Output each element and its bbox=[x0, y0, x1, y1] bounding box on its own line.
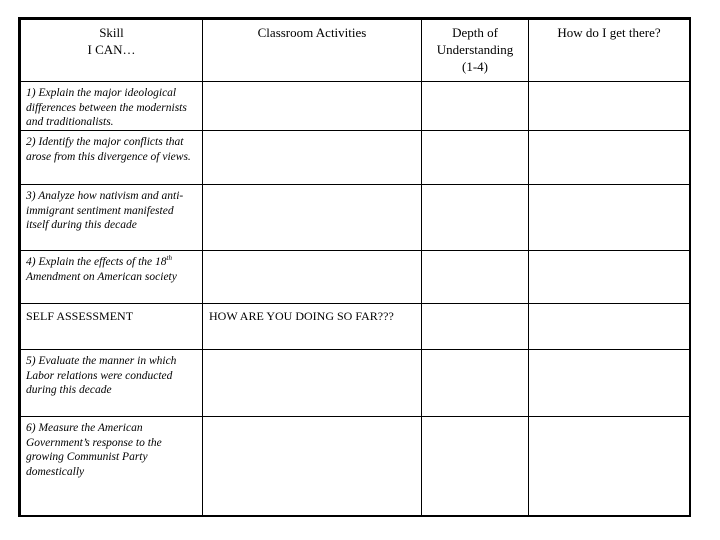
table-row bbox=[21, 82, 690, 131]
depth-cell[interactable] bbox=[422, 251, 529, 304]
header-skill bbox=[21, 20, 203, 82]
how-cell[interactable] bbox=[529, 417, 690, 516]
header-how-label: How do I get there? bbox=[557, 25, 661, 40]
activity-cell[interactable] bbox=[203, 131, 422, 185]
depth-cell[interactable] bbox=[422, 185, 529, 251]
how-cell[interactable] bbox=[529, 350, 690, 417]
self-assessment-prompt: HOW ARE YOU DOING SO FAR??? bbox=[203, 304, 422, 350]
skill-text-start: 4) Explain the effects of the 18 bbox=[26, 256, 167, 268]
depth-cell[interactable] bbox=[422, 131, 529, 185]
skill-cell: 2) Identify the major conflicts that arose from this divergence of views. bbox=[21, 131, 203, 185]
table-row bbox=[21, 131, 690, 185]
activity-cell[interactable] bbox=[203, 82, 422, 131]
activity-cell[interactable] bbox=[203, 350, 422, 417]
skill-cell: 3) Analyze how nativism and anti-immigrant sentiment manifested itself during this decade bbox=[21, 185, 203, 251]
how-cell[interactable] bbox=[529, 131, 690, 185]
header-how bbox=[529, 20, 690, 82]
depth-cell[interactable] bbox=[422, 417, 529, 516]
header-activities-label: Classroom Activities bbox=[257, 25, 367, 40]
how-cell[interactable] bbox=[529, 185, 690, 251]
self-assessment-label: SELF ASSESSMENT bbox=[21, 304, 203, 350]
depth-cell[interactable] bbox=[422, 350, 529, 417]
skill-cell: 6) Measure the American Government’s response to the growing Communist Party domestically bbox=[21, 417, 203, 516]
how-cell[interactable] bbox=[529, 304, 690, 350]
learning-target-table bbox=[18, 17, 691, 517]
header-skill-line1: Skill bbox=[99, 25, 124, 40]
activity-cell[interactable] bbox=[203, 251, 422, 304]
table-row bbox=[21, 417, 690, 516]
how-cell[interactable] bbox=[529, 251, 690, 304]
header-skill-line2: I CAN… bbox=[87, 42, 136, 57]
skill-text-end: Amendment on American society bbox=[26, 270, 177, 283]
header-activities bbox=[203, 20, 422, 82]
header-depth-line2: Understanding bbox=[436, 42, 514, 57]
how-cell[interactable] bbox=[529, 82, 690, 131]
skills-table bbox=[20, 19, 690, 516]
table-row bbox=[21, 251, 690, 304]
skill-cell bbox=[21, 251, 203, 304]
header-depth-line1: Depth of bbox=[452, 25, 498, 40]
skill-cell: 1) Explain the major ideological differences between the modernists and traditionalists. bbox=[21, 82, 203, 131]
depth-cell[interactable] bbox=[422, 82, 529, 131]
activity-cell[interactable] bbox=[203, 417, 422, 516]
ordinal-suffix: th bbox=[166, 254, 172, 263]
table-row bbox=[21, 185, 690, 251]
table-row bbox=[21, 350, 690, 417]
activity-cell[interactable] bbox=[203, 185, 422, 251]
header-row bbox=[21, 20, 690, 82]
header-depth-line3: (1-4) bbox=[462, 59, 488, 74]
self-assessment-row bbox=[21, 304, 690, 350]
depth-cell[interactable] bbox=[422, 304, 529, 350]
skill-cell: 5) Evaluate the manner in which Labor relations were conducted during this decade bbox=[21, 350, 203, 417]
header-depth bbox=[422, 20, 529, 82]
